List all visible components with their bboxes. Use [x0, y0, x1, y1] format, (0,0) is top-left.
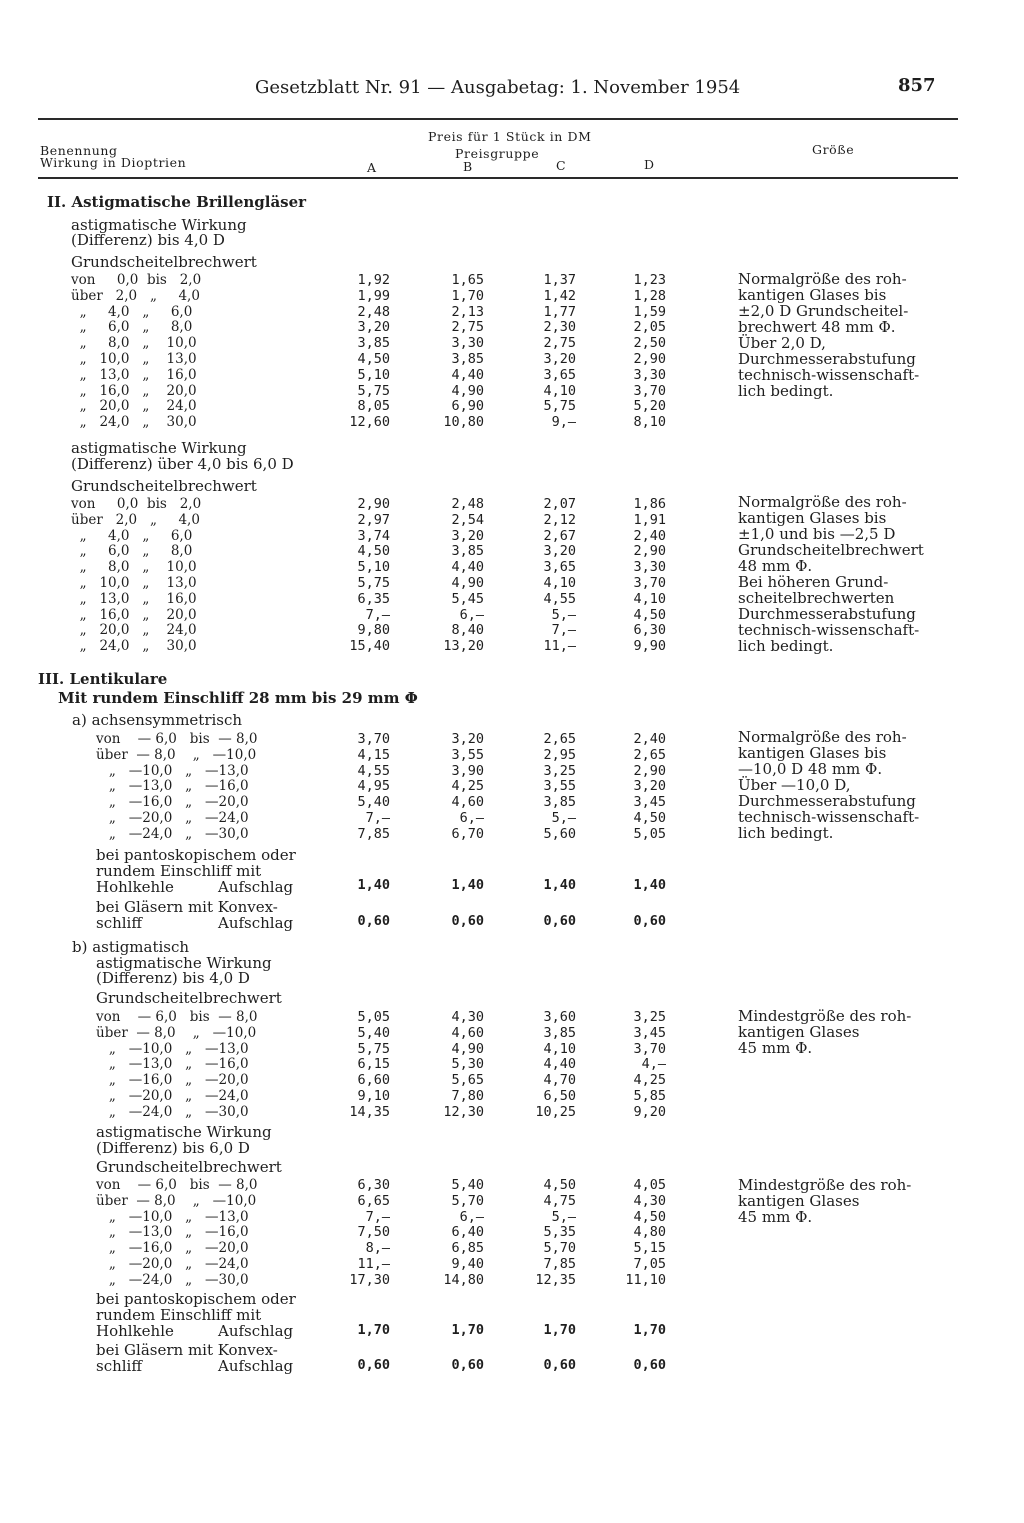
range-label: „ —20,0 „ —24,0: [96, 1256, 249, 1272]
price-a: 8,—: [365, 1240, 390, 1257]
range-label: „ 24,0 „ 30,0: [71, 638, 197, 655]
price-b: 6,40: [451, 1224, 484, 1241]
size-note-line: Normalgröße des roh-: [738, 728, 907, 746]
price-d: 4,50: [633, 810, 666, 826]
price-d: 4,80: [633, 1224, 666, 1241]
aufschlag-label: Aufschlag: [218, 878, 294, 896]
size-note-line: lich bedingt.: [738, 637, 834, 655]
header-rule: [38, 118, 958, 120]
price-c: 5,—: [551, 1208, 576, 1225]
price-c: 5,35: [543, 1224, 576, 1241]
size-note-line: —10,0 D 48 mm Φ.: [738, 760, 883, 778]
surcharge-c: 0,60: [543, 913, 576, 929]
range-label: über — 8,0 „ —10,0: [96, 746, 257, 763]
price-b: 5,30: [451, 1056, 484, 1073]
price-c: 3,65: [543, 366, 576, 383]
range-label: „ —10,0 „ —13,0: [96, 762, 249, 779]
price-b: 4,90: [451, 575, 484, 591]
price-a: 4,50: [357, 351, 390, 367]
surcharge-label: bei pantoskopischem oder: [96, 846, 296, 864]
col-groesse: Größe: [812, 142, 855, 157]
price-d: 1,59: [633, 303, 666, 320]
surcharge-label: Hohlkehle: [96, 878, 174, 896]
price-a: 6,30: [357, 1177, 390, 1193]
size-note-line: Normalgröße des roh-: [738, 493, 907, 511]
range-label: „ —24,0 „ —30,0: [96, 1271, 249, 1288]
price-c: 1,37: [543, 272, 576, 288]
surcharge-b: 1,40: [451, 877, 484, 893]
size-note-line: lich bedingt.: [738, 824, 834, 842]
price-d: 3,70: [633, 1040, 666, 1057]
block-gsb-label: Grundscheitelbrechwert: [71, 477, 257, 495]
price-a: 3,20: [357, 319, 390, 336]
page-number: 857: [898, 75, 936, 96]
price-a: 5,75: [357, 575, 390, 591]
size-note-line: kantigen Glases bis: [738, 744, 887, 762]
price-b: 3,55: [451, 746, 484, 763]
range-label: „ 6,0 „ 8,0: [71, 319, 193, 336]
range-label: „ —16,0 „ —20,0: [96, 1240, 249, 1257]
size-note-line: Über 2,0 D,: [738, 334, 826, 352]
size-note-line: technisch-wissenschaft-: [738, 366, 920, 384]
surcharge-d: 0,60: [633, 1357, 666, 1373]
surcharge-label: bei Gläsern mit Konvex-: [96, 1341, 278, 1359]
price-d: 2,90: [633, 543, 666, 560]
price-d: 9,20: [633, 1103, 666, 1120]
price-d: 4,50: [633, 606, 666, 623]
price-b: 4,60: [451, 1024, 484, 1041]
size-note-line: Über —10,0 D,: [738, 776, 851, 794]
surcharge-label: bei Gläsern mit Konvex-: [96, 898, 278, 916]
size-note-line: kantigen Glases bis: [738, 509, 887, 527]
price-d: 3,30: [633, 366, 666, 383]
price-c: 7,—: [551, 622, 576, 639]
col-d: D: [644, 157, 655, 172]
price-c: 3,85: [543, 794, 576, 811]
size-note-line: ±2,0 D Grundscheitel-: [738, 302, 909, 320]
price-c: 3,20: [543, 543, 576, 560]
surcharge-a: 0,60: [357, 913, 390, 929]
size-note-line: Durchmesserabstufung: [738, 605, 916, 623]
price-c: 4,50: [543, 1177, 576, 1193]
size-note-line: 45 mm Φ.: [738, 1208, 813, 1226]
subsection-b-title: b) astigmatisch: [72, 938, 190, 956]
price-a: 2,48: [357, 303, 390, 320]
surcharge-label: Hohlkehle: [96, 1322, 174, 1340]
price-b: 2,13: [451, 303, 484, 320]
price-a: 7,—: [365, 606, 390, 623]
price-b: 5,40: [451, 1177, 484, 1193]
price-d: 8,10: [633, 414, 666, 431]
size-note-line: kantigen Glases: [738, 1023, 860, 1041]
price-a: 7,85: [357, 825, 390, 842]
price-b: 6,—: [459, 1208, 484, 1225]
price-d: 2,05: [633, 319, 666, 336]
price-d: 1,23: [633, 272, 666, 288]
price-c: 4,40: [543, 1056, 576, 1073]
range-label: „ 8,0 „ 10,0: [71, 559, 197, 576]
price-d: 4,10: [633, 590, 666, 607]
price-d: 2,65: [633, 746, 666, 763]
price-a: 7,—: [365, 810, 390, 826]
range-label: „ —10,0 „ —13,0: [96, 1040, 249, 1057]
col-b: B: [463, 159, 473, 174]
price-d: 6,30: [633, 622, 666, 639]
price-d: 2,90: [633, 762, 666, 779]
price-b: 3,85: [451, 543, 484, 560]
price-c: 3,85: [543, 1024, 576, 1041]
range-label: „ 13,0 „ 16,0: [71, 366, 197, 383]
price-c: 1,77: [543, 303, 576, 320]
price-c: 4,75: [543, 1192, 576, 1209]
price-c: 3,55: [543, 778, 576, 795]
price-b: 6,70: [451, 825, 484, 842]
price-c: 9,—: [551, 414, 576, 431]
price-c: 3,60: [543, 1009, 576, 1025]
size-note-line: Normalgröße des roh-: [738, 270, 907, 288]
section-ii-title: II. Astigmatische Brillengläser: [47, 193, 307, 211]
range-label: „ —13,0 „ —16,0: [96, 778, 249, 795]
price-c: 3,20: [543, 351, 576, 367]
price-c: 11,—: [543, 638, 576, 655]
price-d: 5,15: [633, 1240, 666, 1257]
price-b: 4,90: [451, 382, 484, 399]
price-b: 13,20: [443, 638, 484, 655]
surcharge-a: 1,40: [357, 877, 390, 893]
price-c: 5,60: [543, 825, 576, 842]
range-label: „ —24,0 „ —30,0: [96, 825, 249, 842]
price-b: 6,—: [459, 810, 484, 826]
price-b: 3,90: [451, 762, 484, 779]
range-label: „ 6,0 „ 8,0: [71, 543, 193, 560]
aufschlag-label: Aufschlag: [218, 1357, 294, 1375]
price-c: 4,10: [543, 575, 576, 591]
price-a: 6,65: [357, 1192, 390, 1209]
price-b: 4,40: [451, 366, 484, 383]
price-b: 7,80: [451, 1088, 484, 1104]
price-d: 5,05: [633, 825, 666, 842]
price-d: 4,—: [641, 1056, 666, 1073]
range-label: von 0,0 bis 2,0: [71, 496, 202, 512]
surcharge-d: 1,40: [633, 877, 666, 893]
price-d: 3,45: [633, 1024, 666, 1041]
col-preis: Preis für 1 Stück in DM: [428, 129, 592, 144]
range-label: „ —13,0 „ —16,0: [96, 1224, 249, 1241]
price-d: 2,40: [633, 527, 666, 544]
price-b: 14,80: [443, 1271, 484, 1288]
surcharge-b: 0,60: [451, 913, 484, 929]
block-desc: astigmatische Wirkung: [96, 954, 272, 972]
block-gsb-label: Grundscheitelbrechwert: [96, 989, 282, 1007]
surcharge-label: rundem Einschliff mit: [96, 1306, 262, 1324]
price-c: 12,35: [535, 1271, 576, 1288]
price-c: 3,65: [543, 559, 576, 576]
range-label: „ 10,0 „ 13,0: [71, 575, 197, 591]
range-label: über — 8,0 „ —10,0: [96, 1024, 257, 1041]
price-a: 5,10: [357, 559, 390, 576]
price-d: 4,25: [633, 1072, 666, 1089]
subsection-a-title: a) achsensymmetrisch: [72, 711, 243, 729]
surcharge-a: 1,70: [357, 1322, 390, 1338]
price-a: 6,35: [357, 590, 390, 607]
price-d: 5,20: [633, 398, 666, 415]
range-label: über — 8,0 „ —10,0: [96, 1192, 257, 1209]
price-b: 2,75: [451, 319, 484, 336]
price-b: 5,65: [451, 1072, 484, 1089]
price-c: 2,95: [543, 746, 576, 763]
size-note-line: Durchmesserabstufung: [738, 350, 916, 368]
price-c: 5,—: [551, 810, 576, 826]
range-label: „ —20,0 „ —24,0: [96, 810, 249, 826]
price-c: 7,85: [543, 1256, 576, 1272]
surcharge-a: 0,60: [357, 1357, 390, 1373]
block-gsb-label: Grundscheitelbrechwert: [71, 253, 257, 271]
size-note-line: kantigen Glases: [738, 1192, 860, 1210]
price-c: 2,30: [543, 319, 576, 336]
aufschlag-label: Aufschlag: [218, 1322, 294, 1340]
range-label: „ 8,0 „ 10,0: [71, 335, 197, 352]
range-label: „ 10,0 „ 13,0: [71, 351, 197, 367]
block-desc: astigmatische Wirkung: [71, 216, 247, 234]
size-note-line: technisch-wissenschaft-: [738, 621, 920, 639]
price-d: 3,25: [633, 1009, 666, 1025]
price-a: 9,10: [357, 1088, 390, 1104]
size-note-line: technisch-wissenschaft-: [738, 808, 920, 826]
col-c: C: [556, 158, 567, 173]
price-a: 1,99: [357, 287, 390, 304]
size-note-line: Bei höheren Grund-: [738, 573, 889, 591]
surcharge-b: 0,60: [451, 1357, 484, 1373]
price-b: 6,85: [451, 1240, 484, 1257]
range-label: von 0,0 bis 2,0: [71, 272, 202, 288]
price-d: 2,50: [633, 335, 666, 352]
price-b: 2,48: [451, 496, 484, 512]
size-note-line: Mindestgröße des roh-: [738, 1007, 912, 1025]
price-b: 3,30: [451, 335, 484, 352]
aufschlag-label: Aufschlag: [218, 914, 294, 932]
range-label: von — 6,0 bis — 8,0: [96, 1009, 258, 1025]
size-note-line: Durchmesserabstufung: [738, 792, 916, 810]
section-iii-subtitle: Mit rundem Einschliff 28 mm bis 29 mm Φ: [58, 689, 418, 707]
section-iii-title: III. Lentikulare: [38, 670, 168, 688]
price-d: 2,90: [633, 351, 666, 367]
price-c: 2,67: [543, 527, 576, 544]
price-a: 11,—: [357, 1256, 390, 1272]
price-d: 11,10: [625, 1271, 666, 1288]
price-a: 5,40: [357, 794, 390, 811]
price-c: 5,—: [551, 606, 576, 623]
col-a: A: [367, 160, 377, 175]
price-d: 9,90: [633, 638, 666, 655]
price-a: 4,95: [357, 778, 390, 795]
surcharge-d: 0,60: [633, 913, 666, 929]
block-desc: (Differenz) bis 4,0 D: [71, 231, 225, 249]
price-a: 2,97: [357, 511, 390, 528]
running-title: Gesetzblatt Nr. 91 — Ausgabetag: 1. November 1954: [255, 77, 741, 98]
price-b: 2,54: [451, 511, 484, 528]
price-b: 12,30: [443, 1103, 484, 1120]
range-label: „ 16,0 „ 20,0: [71, 606, 197, 623]
range-label: über 2,0 „ 4,0: [71, 511, 200, 528]
size-note-line: 45 mm Φ.: [738, 1039, 813, 1057]
table-head-rule: [38, 177, 958, 179]
range-label: „ 20,0 „ 24,0: [71, 622, 197, 639]
price-c: 4,70: [543, 1072, 576, 1089]
surcharge-label: schliff: [96, 914, 143, 932]
surcharge-c: 0,60: [543, 1357, 576, 1373]
price-a: 7,—: [365, 1208, 390, 1225]
price-a: 12,60: [349, 414, 390, 431]
price-a: 5,10: [357, 366, 390, 383]
size-note-line: Grundscheitelbrechwert: [738, 541, 924, 559]
range-label: „ 16,0 „ 20,0: [71, 382, 197, 399]
price-d: 1,86: [633, 496, 666, 512]
price-a: 8,05: [357, 398, 390, 415]
price-c: 2,65: [543, 731, 576, 747]
range-label: „ —16,0 „ —20,0: [96, 1072, 249, 1089]
price-b: 6,—: [459, 606, 484, 623]
price-d: 2,40: [633, 731, 666, 747]
price-b: 9,40: [451, 1256, 484, 1272]
price-c: 4,10: [543, 1040, 576, 1057]
price-d: 3,70: [633, 575, 666, 591]
price-d: 3,45: [633, 794, 666, 811]
price-a: 5,75: [357, 382, 390, 399]
price-a: 5,40: [357, 1024, 390, 1041]
price-b: 5,45: [451, 590, 484, 607]
price-b: 1,65: [451, 272, 484, 288]
block-desc: (Differenz) über 4,0 bis 6,0 D: [71, 455, 294, 473]
price-a: 6,60: [357, 1072, 390, 1089]
price-a: 2,90: [357, 496, 390, 512]
price-c: 2,75: [543, 335, 576, 352]
block-desc: astigmatische Wirkung: [96, 1123, 272, 1141]
block-desc: astigmatische Wirkung: [71, 439, 247, 457]
price-a: 17,30: [349, 1271, 390, 1288]
size-note-line: lich bedingt.: [738, 382, 834, 400]
surcharge-d: 1,70: [633, 1322, 666, 1338]
price-d: 3,30: [633, 559, 666, 576]
price-b: 8,40: [451, 622, 484, 639]
price-c: 4,10: [543, 382, 576, 399]
price-c: 2,07: [543, 496, 576, 512]
price-d: 4,50: [633, 1208, 666, 1225]
col-wirkung: Wirkung in Dioptrien: [40, 155, 187, 170]
price-a: 6,15: [357, 1056, 390, 1073]
price-d: 4,30: [633, 1192, 666, 1209]
price-b: 6,90: [451, 398, 484, 415]
price-a: 4,50: [357, 543, 390, 560]
range-label: von — 6,0 bis — 8,0: [96, 731, 258, 747]
price-c: 5,70: [543, 1240, 576, 1257]
price-d: 5,85: [633, 1088, 666, 1104]
price-c: 6,50: [543, 1088, 576, 1104]
price-c: 10,25: [535, 1103, 576, 1120]
price-a: 4,55: [357, 762, 390, 779]
range-label: von — 6,0 bis — 8,0: [96, 1177, 258, 1193]
size-note-line: kantigen Glases bis: [738, 286, 887, 304]
range-label: „ —16,0 „ —20,0: [96, 794, 249, 811]
price-a: 5,75: [357, 1040, 390, 1057]
block-gsb-label: Grundscheitelbrechwert: [96, 1158, 282, 1176]
price-a: 4,15: [357, 746, 390, 763]
price-b: 4,40: [451, 559, 484, 576]
price-d: 3,70: [633, 382, 666, 399]
price-c: 5,75: [543, 398, 576, 415]
price-a: 3,85: [357, 335, 390, 352]
size-note-line: 48 mm Φ.: [738, 557, 813, 575]
price-a: 1,92: [357, 272, 390, 288]
range-label: „ 20,0 „ 24,0: [71, 398, 197, 415]
price-a: 14,35: [349, 1103, 390, 1120]
price-b: 3,20: [451, 731, 484, 747]
surcharge-label: schliff: [96, 1357, 143, 1375]
size-note-line: ±1,0 und bis —2,5 D: [738, 525, 896, 543]
block-desc: (Differenz) bis 6,0 D: [96, 1139, 250, 1157]
price-c: 4,55: [543, 590, 576, 607]
range-label: „ 13,0 „ 16,0: [71, 590, 197, 607]
price-a: 3,70: [357, 731, 390, 747]
surcharge-label: rundem Einschliff mit: [96, 862, 262, 880]
price-a: 5,05: [357, 1009, 390, 1025]
range-label: „ 4,0 „ 6,0: [71, 527, 193, 544]
range-label: „ —10,0 „ —13,0: [96, 1208, 249, 1225]
range-label: „ —13,0 „ —16,0: [96, 1056, 249, 1073]
range-label: „ 24,0 „ 30,0: [71, 414, 197, 431]
col-benennung: Benennung: [40, 143, 118, 158]
price-c: 1,42: [543, 287, 576, 304]
surcharge-c: 1,70: [543, 1322, 576, 1338]
price-a: 7,50: [357, 1224, 390, 1241]
col-preisgruppe: Preisgruppe: [455, 146, 540, 161]
size-note-line: brechwert 48 mm Φ.: [738, 318, 896, 336]
price-a: 9,80: [357, 622, 390, 639]
surcharge-c: 1,40: [543, 877, 576, 893]
price-b: 4,90: [451, 1040, 484, 1057]
block-desc: (Differenz) bis 4,0 D: [96, 969, 250, 987]
price-a: 3,74: [357, 527, 390, 544]
price-b: 10,80: [443, 414, 484, 431]
price-c: 2,12: [543, 511, 576, 528]
price-b: 3,85: [451, 351, 484, 367]
price-c: 3,25: [543, 762, 576, 779]
price-d: 7,05: [633, 1256, 666, 1272]
size-note-line: scheitelbrechwerten: [738, 589, 895, 607]
range-label: „ —24,0 „ —30,0: [96, 1103, 249, 1120]
price-d: 1,91: [633, 511, 666, 528]
range-label: über 2,0 „ 4,0: [71, 287, 200, 304]
price-d: 4,05: [633, 1177, 666, 1193]
price-a: 15,40: [349, 638, 390, 655]
price-b: 4,25: [451, 778, 484, 795]
price-b: 3,20: [451, 527, 484, 544]
price-b: 1,70: [451, 287, 484, 304]
price-d: 3,20: [633, 778, 666, 795]
surcharge-b: 1,70: [451, 1322, 484, 1338]
size-note-line: Mindestgröße des roh-: [738, 1176, 912, 1194]
price-b: 4,60: [451, 794, 484, 811]
range-label: „ —20,0 „ —24,0: [96, 1088, 249, 1104]
price-d: 1,28: [633, 287, 666, 304]
price-b: 4,30: [451, 1009, 484, 1025]
surcharge-label: bei pantoskopischem oder: [96, 1290, 296, 1308]
range-label: „ 4,0 „ 6,0: [71, 303, 193, 320]
price-b: 5,70: [451, 1192, 484, 1209]
